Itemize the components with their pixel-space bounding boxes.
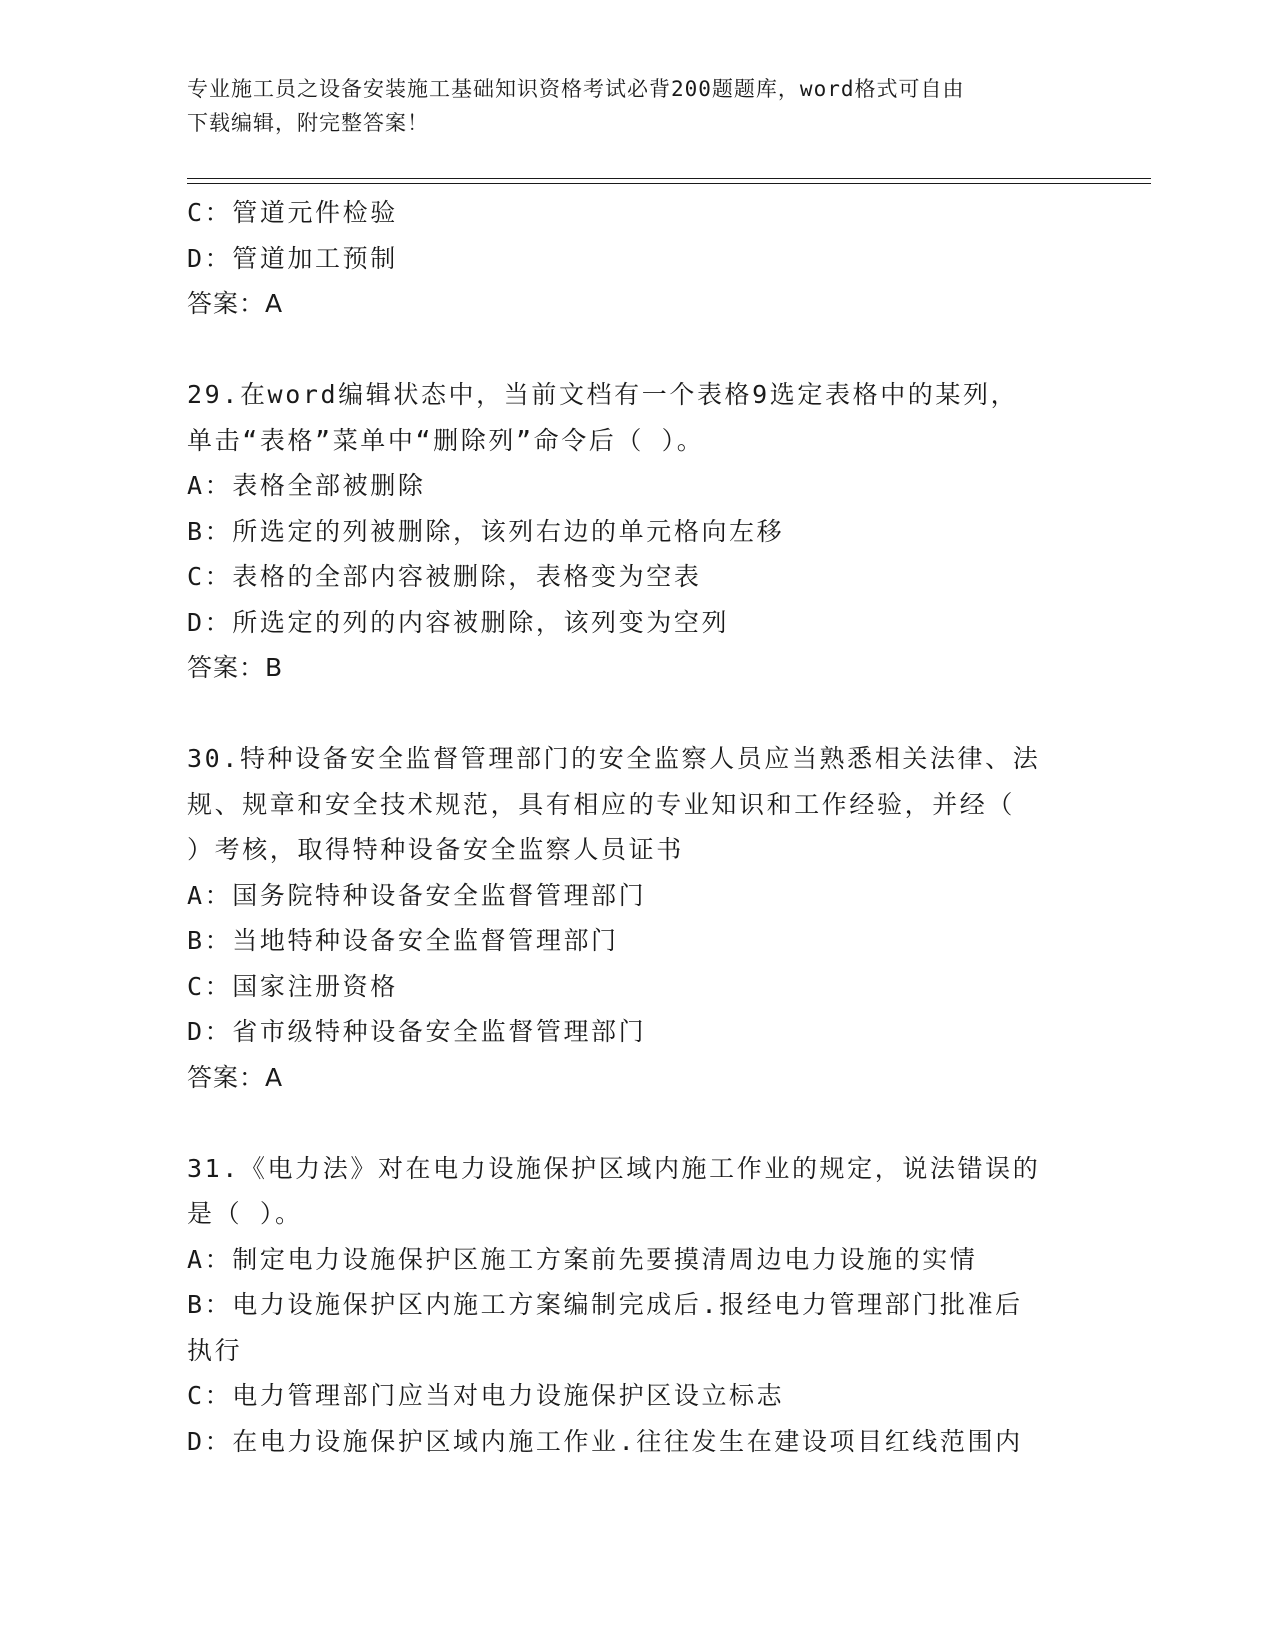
question-stem-line: ）考核，取得特种设备安全监察人员证书 (187, 835, 684, 864)
document-header (187, 72, 1067, 140)
spacer (187, 1100, 1087, 1146)
question-stem-line: 单击“表格”菜单中“删除列”命令后（ ）。 (187, 425, 705, 455)
answer-line: 答案：A (187, 289, 284, 318)
header-line-1: 专业施工员之设备安装施工基础知识资格考试必背200题题库，word格式可自由 (187, 77, 965, 101)
spacer (187, 327, 1087, 373)
question-stem-line: 31.《电力法》对在电力设施保护区域内施工作业的规定，说法错误的 (187, 1153, 1041, 1183)
answer-line: 答案：B (187, 653, 284, 682)
question-28-tail (187, 190, 1087, 327)
option-a: A：国务院特种设备安全监督管理部门 (187, 880, 647, 910)
option-b: B：所选定的列被删除，该列右边的单元格向左移 (187, 516, 785, 546)
document-body (187, 190, 1087, 1464)
question-stem-line: 30.特种设备安全监督管理部门的安全监察人员应当熟悉相关法律、法 (187, 744, 1041, 773)
header-rule-bottom (187, 183, 1151, 184)
question-stem-line: 是（ ）。 (187, 1199, 303, 1228)
option-b: B：电力设施保护区内施工方案编制完成后.报经电力管理部门批准后 (187, 1290, 1023, 1319)
option-d: D：所选定的列的内容被删除，该列变为空列 (187, 607, 730, 637)
option-c: C：表格的全部内容被删除，表格变为空表 (187, 562, 702, 591)
option-c: C：管道元件检验 (187, 198, 398, 227)
option-a: A：制定电力设施保护区施工方案前先要摸清周边电力设施的实情 (187, 1244, 978, 1274)
header-rule-top (187, 178, 1151, 179)
question-29 (187, 372, 1087, 691)
option-d: D：省市级特种设备安全监督管理部门 (187, 1017, 647, 1046)
spacer (187, 691, 1087, 737)
answer-line: 答案：A (187, 1062, 284, 1092)
option-c: C：电力管理部门应当对电力设施保护区设立标志 (187, 1381, 785, 1410)
option-c: C：国家注册资格 (187, 971, 398, 1001)
question-stem-line: 规、规章和安全技术规范，具有相应的专业知识和工作经验，并经（ (187, 789, 1016, 819)
option-b: B：当地特种设备安全监督管理部门 (187, 926, 619, 955)
question-stem-line: 29.在word编辑状态中，当前文档有一个表格9选定表格中的某列， (187, 380, 1019, 409)
option-a: A：表格全部被删除 (187, 471, 426, 500)
header-line-2: 下载编辑，附完整答案！ (187, 111, 429, 135)
option-d: D：管道加工预制 (187, 243, 398, 273)
question-31 (187, 1146, 1087, 1465)
option-b-continued: 执行 (187, 1335, 243, 1365)
question-30 (187, 736, 1087, 1100)
option-d: D：在电力设施保护区域内施工作业.往往发生在建设项目红线范围内 (187, 1426, 1023, 1456)
